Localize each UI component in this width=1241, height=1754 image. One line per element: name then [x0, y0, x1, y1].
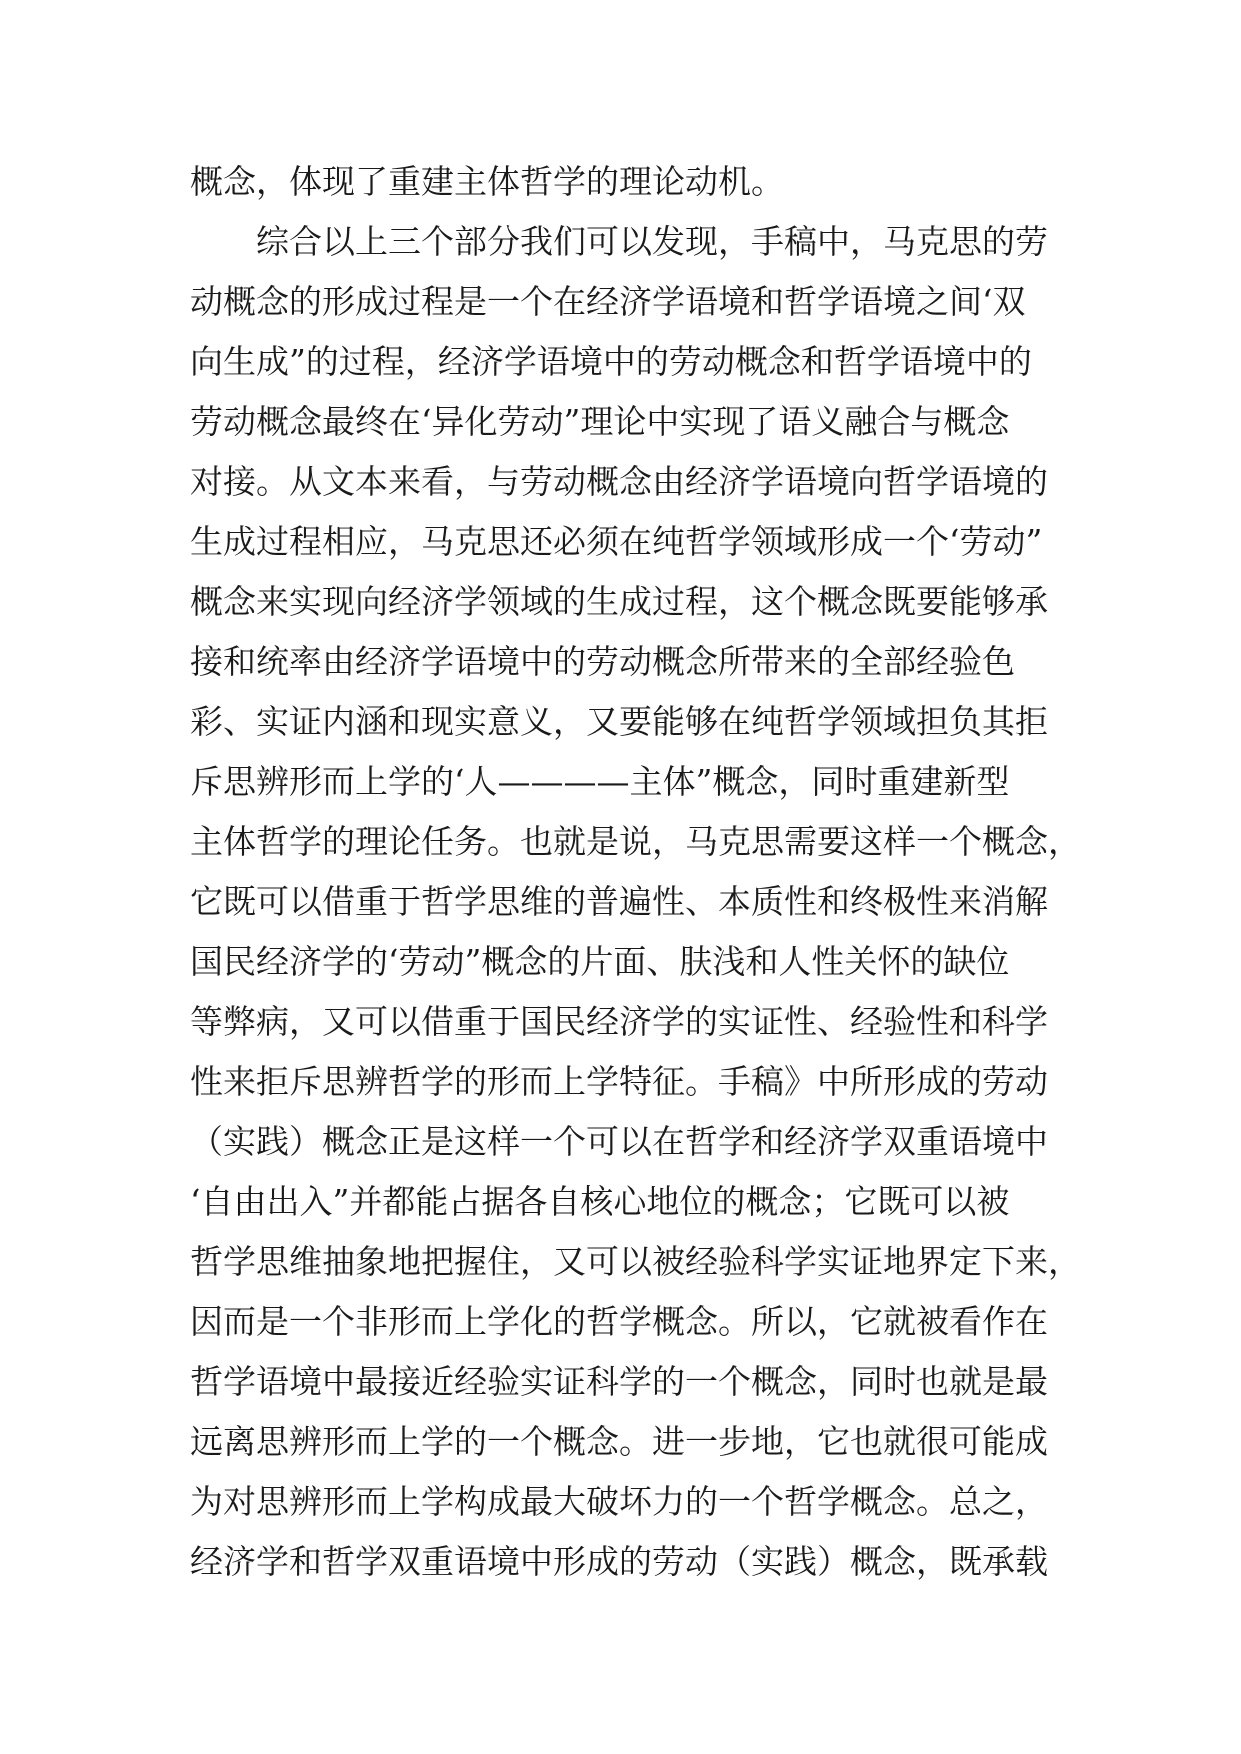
text-line: 因而是一个非形而上学化的哲学概念。所以，它就被看作在 [190, 1302, 1048, 1341]
text-line: 彩、实证内涵和现实意义，又要能够在纯哲学领域担负其拒 [190, 702, 1048, 741]
text-line: 等弊病，又可以借重于国民经济学的实证性、经验性和科学 [190, 1002, 1048, 1041]
text-line: 性来拒斥思辨哲学的形而上学特征。手稿》中所形成的劳动 [190, 1062, 1048, 1101]
text-line: （实践）概念正是这样一个可以在哲学和经济学双重语境中 [190, 1122, 1048, 1161]
text-line: 生成过程相应，马克思还必须在纯哲学领域形成一个‘劳动” [190, 522, 1043, 561]
text-line: 向生成”的过程，经济学语境中的劳动概念和哲学语境中的 [190, 342, 1032, 381]
text-line: 国民经济学的‘劳动”概念的片面、肤浅和人性关怀的缺位 [190, 942, 1010, 981]
text-line: 接和统率由经济学语境中的劳动概念所带来的全部经验色 [190, 642, 1015, 681]
text-line: 斥思辨形而上学的‘人————主体”概念，同时重建新型 [190, 762, 1010, 801]
text-line: 劳动概念最终在‘异化劳动”理论中实现了语义融合与概念 [190, 402, 1010, 441]
text-line: 概念，体现了重建主体哲学的理论动机。 [190, 162, 784, 201]
text-line: 动概念的形成过程是一个在经济学语境和哲学语境之间‘双 [190, 282, 1026, 321]
text-line: 概念来实现向经济学领域的生成过程，这个概念既要能够承 [190, 582, 1048, 621]
body-text [190, 152, 1081, 1592]
text-line: 远离思辨形而上学的一个概念。进一步地，它也就很可能成 [190, 1422, 1048, 1461]
text-line: ‘自由出入”并都能占据各自核心地位的概念；它既可以被 [190, 1182, 1010, 1221]
text-line: 对接。从文本来看，与劳动概念由经济学语境向哲学语境的 [190, 462, 1048, 501]
text-line: 哲学语境中最接近经验实证科学的一个概念，同时也就是最 [190, 1362, 1048, 1401]
text-line: 它既可以借重于哲学思维的普遍性、本质性和终极性来消解 [190, 882, 1048, 921]
text-line: 为对思辨形而上学构成最大破坏力的一个哲学概念。总之， [190, 1482, 1048, 1521]
text-line: 哲学思维抽象地把握住，又可以被经验科学实证地界定下来， [190, 1242, 1081, 1281]
text-line: 经济学和哲学双重语境中形成的劳动（实践）概念，既承载 [190, 1542, 1048, 1581]
text-line: 综合以上三个部分我们可以发现，手稿中，马克思的劳 [190, 222, 1048, 261]
text-line: 主体哲学的理论任务。也就是说，马克思需要这样一个概念， [190, 822, 1081, 861]
